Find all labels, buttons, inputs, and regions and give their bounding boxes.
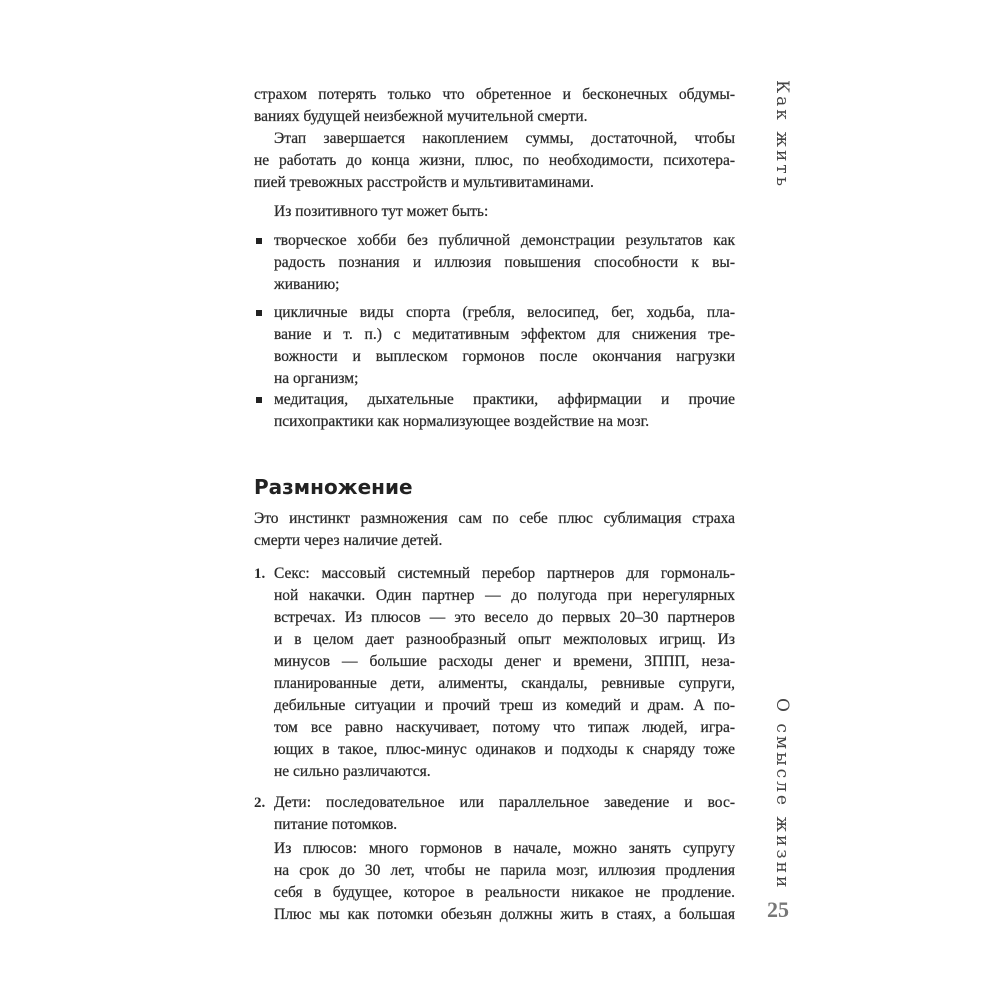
running-head-bottom: О смысле жизни (772, 698, 792, 891)
page-number: 25 (767, 897, 789, 922)
list-item-line: Из плюсов: много гормонов в начале, можно занять супругу (274, 840, 735, 857)
list-item-line: вание и т. п.) с медитативным эффектом для снижения тре- (274, 326, 735, 343)
list-item-line: медитация, дыхательные практики, аффирмации и прочие (274, 391, 735, 408)
section-heading: Размножение (254, 475, 413, 499)
list-item-line: том все равно наскучивает, потому что типаж людей, игра- (274, 719, 735, 736)
list-item-line: творческое хобби без публичной демонстрации результатов как (274, 232, 735, 249)
list-item-line: радость познания и иллюзия повышения способности к вы- (274, 254, 735, 271)
bullet-icon (256, 238, 262, 244)
list-item-line: планированные дети, алименты, скандалы, ревнивые супруги, (274, 675, 735, 692)
list-item-line: ной накачки. Один партнер — до полугода при нерегулярных (274, 587, 735, 604)
list-number: 1. (254, 566, 266, 582)
list-item-line: и в целом дает разнообразный опыт межполовых игрищ. Из (274, 631, 735, 648)
list-item-line: не сильно различаются. (274, 763, 431, 780)
list-item-line: Секс: массовый системный перебор партнеров для гормональ- (274, 565, 735, 582)
list-item-line: минусов — большие расходы денег и времени, ЗППП, неза- (274, 653, 735, 670)
text-line: смерти через наличие детей. (254, 532, 443, 549)
list-item-line: встречах. Из плюсов — это весело до первых 20–30 партнеров (274, 609, 735, 626)
running-head-top: Как жить (772, 80, 792, 189)
text-line: ваниях будущей неизбежной мучительной смерти. (254, 108, 588, 125)
list-item-line: питание потомков. (274, 816, 398, 833)
list-item-line: ющих в такое, плюс-минус одинаков и подходы к снаряду тоже (274, 741, 735, 758)
list-item-line: цикличные виды спорта (гребля, велосипед, бег, ходьба, пла- (274, 304, 735, 321)
list-intro: Из позитивного тут может быть: (274, 203, 489, 220)
bullet-icon (256, 397, 262, 403)
text-line: Этап завершается накоплением суммы, достаточной, чтобы (274, 130, 735, 147)
text-line: Это инстинкт размножения сам по себе плюс сублимация страха (254, 510, 735, 527)
list-item-line: себя в будущее, которое в реальности никакое не продление. (274, 884, 735, 901)
text-line: пией тревожных расстройств и мультивитаминами. (254, 174, 594, 191)
list-item-line: живанию; (274, 276, 340, 293)
list-item-line: вожности и выплеском гормонов после окончания нагрузки (274, 348, 735, 365)
list-item-line: дебильные ситуации и прочий треш из комедий и драм. А по- (274, 697, 735, 714)
list-item-line: психопрактики как нормализующее воздействие на мозг. (274, 413, 650, 430)
list-number: 2. (254, 795, 266, 811)
list-item-line: на срок до 30 лет, чтобы не парила мозг, иллюзия продления (274, 862, 735, 879)
bullet-icon (256, 310, 262, 316)
list-item-line: Дети: последовательное или параллельное заведение и вос- (274, 794, 735, 811)
text-line: страхом потерять только что обретенное и бесконечных обдумы- (254, 86, 735, 103)
list-item-line: Плюс мы как потомки обезьян должны жить в стаях, а большая (274, 906, 735, 923)
list-item-line: на организм; (274, 370, 359, 387)
text-line: не работать до конца жизни, плюс, по необходимости, психотера- (254, 152, 735, 169)
